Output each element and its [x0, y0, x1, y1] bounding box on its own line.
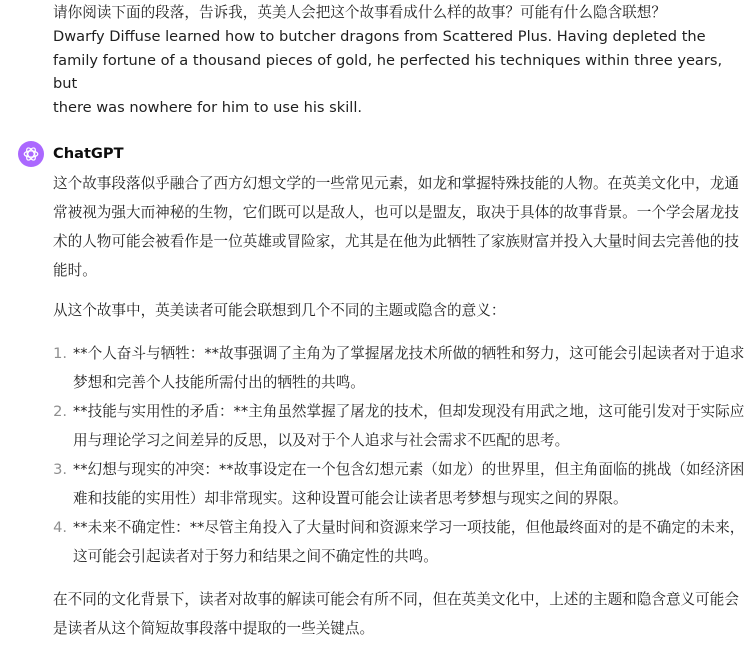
list-item-text: **技能与实用性的矛盾：**主角虽然掌握了屠龙的技术，但却发现没有用武之地，这可能引发对于实际应用与理论学习之间差异的反思，以及对于个人追求与社会需求不匹配的思考。 — [73, 403, 745, 449]
paragraph: 在不同的文化背景下，读者对故事的解读可能会有所不同，但在英美文化中，上述的主题和隐含意义可能会是读者从这个简短故事段落中提取的一些关键点。 — [53, 591, 739, 637]
user-message: 请你阅读下面的段落，告诉我，英美人会把这个故事看成什么样的故事？可能有什么隐含联想？ Dwarfy Diffuse learned how to butcher dragons from Scattered Plus. Having depleted the family fortune of a thousand pieces of gold, he perfected his techniques within three years, but there was nowhere for him to use his skill. — [53, 4, 723, 117]
paragraph: 从这个故事中，英美读者可能会联想到几个不同的主题或隐含的意义： — [53, 302, 506, 319]
list-item — [53, 397, 748, 455]
list-number: 2. — [53, 403, 67, 420]
list-item-text: **个人奋斗与牺牲：**故事强调了主角为了掌握屠龙技术所做的牺牲和努力，这可能会引起读者对于追求梦想和完善个人技能所需付出的牺牲的共鸣。 — [73, 345, 745, 391]
openai-logo-icon — [22, 145, 40, 163]
assistant-content — [53, 169, 748, 643]
list-item — [53, 339, 748, 397]
list-number: 1. — [53, 345, 67, 362]
list-item — [53, 455, 748, 513]
list-number: 3. — [53, 461, 67, 478]
theme-list — [53, 339, 748, 571]
sender-name: ChatGPT — [53, 145, 124, 162]
list-item — [53, 513, 748, 571]
paragraph: 这个故事段落似乎融合了西方幻想文学的一些常见元素，如龙和掌握特殊技能的人物。在英美文化中，龙通常被视为强大而神秘的生物，它们既可以是敌人，也可以是盟友，取决于具体的故事背景。一个学会屠龙技术的人物可能会被看作是一位英雄或冒险家，尤其是在他为此牺牲了家族财富并投入大量时间去完善他的技能时。 — [53, 175, 739, 279]
chatgpt-avatar — [18, 141, 44, 167]
list-item-text: **未来不确定性：**尽管主角投入了大量时间和资源来学习一项技能，但他最终面对的是不确定的未来，这可能会引起读者对于努力和结果之间不确定性的共鸣。 — [73, 519, 745, 565]
list-number: 4. — [53, 519, 67, 536]
list-item-text: **幻想与现实的冲突：**故事设定在一个包含幻想元素（如龙）的世界里，但主角面临的挑战（如经济困难和技能的实用性）却非常现实。这种设置可能会让读者思考梦想与现实之间的界限。 — [73, 461, 745, 507]
